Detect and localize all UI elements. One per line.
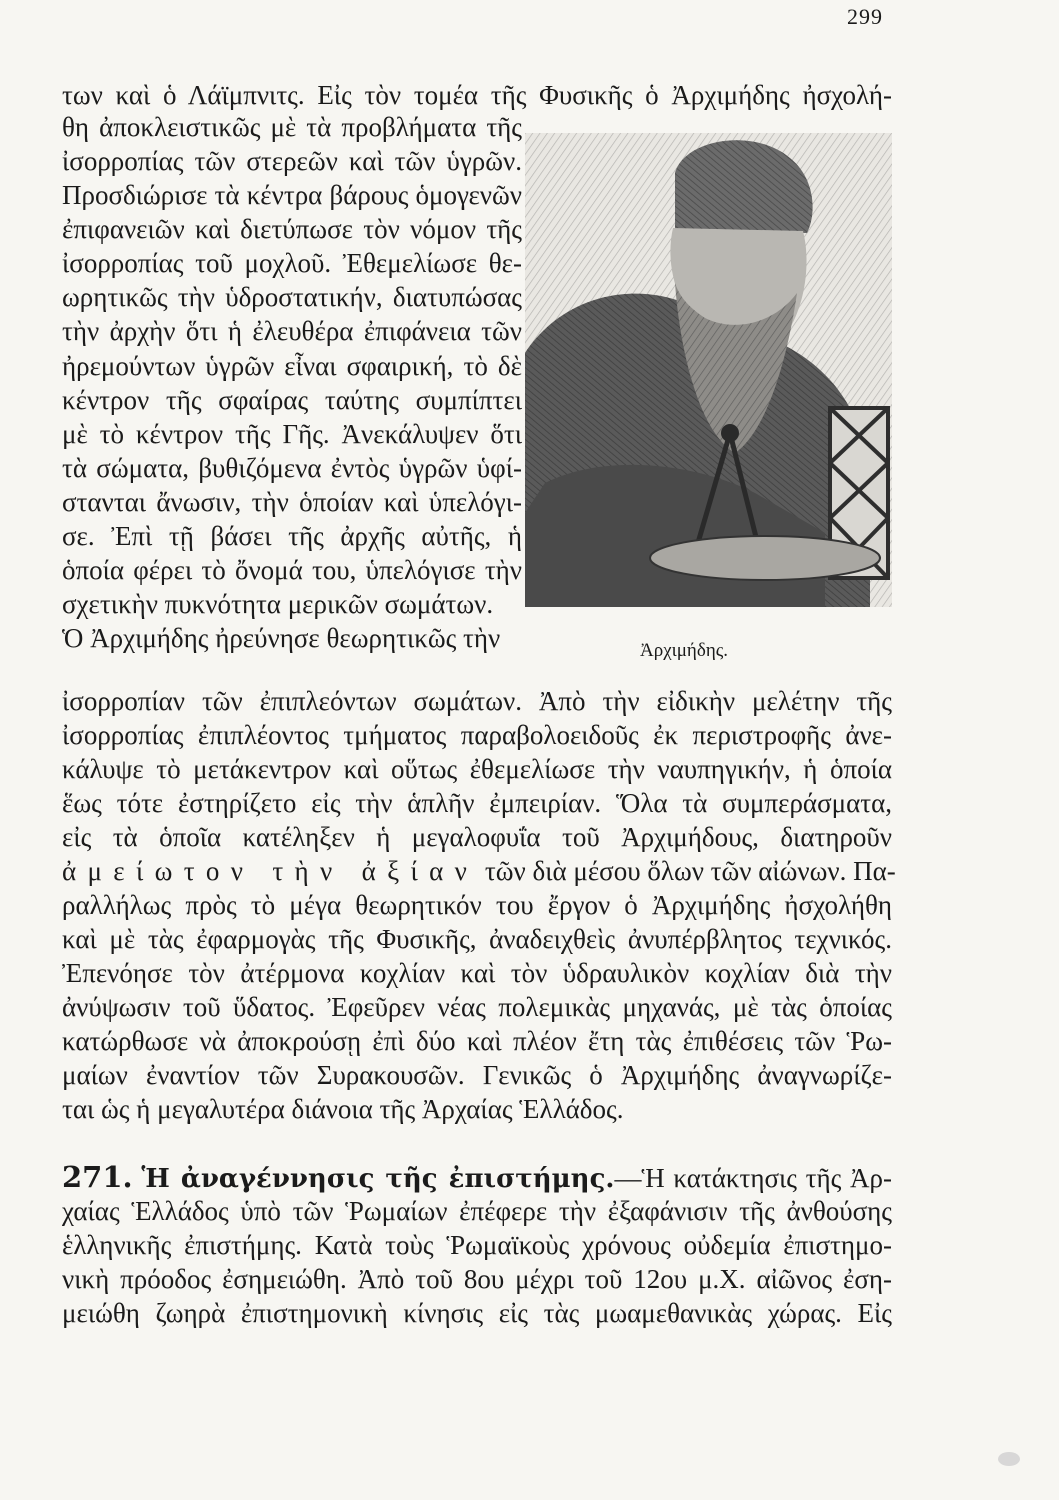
text-line: ται ὡς ἡ μεγαλυτέρα διάνοια τῆς Ἀρχαίας Ἑλλάδος. xyxy=(62,1094,624,1124)
text-line: Ὁ Ἀρχιμήδης ἠρεύνησε θεωρητικῶς τὴν xyxy=(62,623,501,653)
portrait-engraving xyxy=(525,133,892,607)
text-line: κάλυψε τὸ μετάκεντρον καὶ οὕτως ἐθεμελίωσε τὴν ναυπηγικήν, ἡ ὁποία xyxy=(62,754,892,784)
text-line: εἰς τὰ ὁποῖα κατέληξεν ἡ μεγαλοφυΐα τοῦ Ἀρχιμήδους, διατηροῦν xyxy=(62,822,892,852)
text-line: ραλλήλως πρὸς τὸ μέγα θεωρητικόν του ἔργον ὁ Ἀρχιμήδης ἠσχολήθη xyxy=(62,890,892,920)
text-line: σχετικὴν πυκνότητα μερικῶν σωμάτων. xyxy=(62,589,494,619)
text-fragment: τῶν διὰ μέσου ὅλων τῶν αἰώνων. Πα- xyxy=(484,856,896,886)
text-line: Προσδιώρισε τὰ κέντρα βάρους ὁμογενῶν xyxy=(62,180,522,210)
archimedes-portrait xyxy=(525,133,892,607)
text-line: σε. Ἐπὶ τῇ βάσει τῆς ἀρχῆς αὐτῆς, ἡ xyxy=(62,521,522,551)
scan-smudge xyxy=(998,1452,1020,1466)
text-line: καὶ μὲ τὰς ἐφαρμογὰς τῆς Φυσικῆς, ἀναδειχθεὶς ἀνυπέρβλητος τεχνικός. xyxy=(62,924,892,954)
page-number: 299 xyxy=(847,4,883,29)
text-line: κατώρθωσε νὰ ἀποκρούσῃ ἐπὶ δύο καὶ πλέον ἔτη τὰς ἐπιθέσεις τῶν Ῥω- xyxy=(62,1026,892,1056)
text-line: ἕως τότε ἐστηρίζετο εἰς τὴν ἁπλῆν ἐμπειρίαν. Ὅλα τὰ συμπεράσματα, xyxy=(62,788,892,818)
text-line: θη ἀποκλειστικῶς μὲ τὰ προβλήματα τῆς xyxy=(62,112,522,142)
text-line: των καὶ ὁ Λάϊμπνιτς. Εἰς τὸν τομέα τῆς Φυσικῆς ὁ Ἀρχιμήδης ἠσχολή- xyxy=(62,80,892,110)
text-line: ἑλληνικῆς ἐπιστήμης. Κατὰ τοὺς Ῥωμαϊκοὺς χρόνους οὐδεμία ἐπιστημο- xyxy=(62,1230,892,1260)
text-line: μὲ τὸ κέντρον τῆς Γῆς. Ἀνεκάλυψεν ὅτι xyxy=(62,419,522,449)
text-line: νικὴ πρόοδος ἐσημειώθη. Ἀπὸ τοῦ 8ου μέχρι τοῦ 12ου μ.Χ. αἰῶνος ἐση- xyxy=(62,1264,892,1294)
text-line: τὴν ἀρχὴν ὅτι ἡ ἐλευθέρα ἐπιφάνεια τῶν xyxy=(62,316,522,346)
text-line: ἰσορροπίας τῶν στερεῶν καὶ τῶν ὑγρῶν. xyxy=(62,146,522,176)
text-line: μειώθη ζωηρὰ ἐπιστημονικὴ κίνησις εἰς τὰς μωαμεθανικὰς χώρας. Εἰς xyxy=(62,1298,892,1328)
text-line: τὰ σώματα, βυθιζόμενα ἐντὸς ὑγρῶν ὑφί- xyxy=(62,453,522,483)
text-fragment: —Ἡ κατάκτησις τῆς Ἀρ- xyxy=(614,1163,892,1193)
text-line: ἀνύψωσιν τοῦ ὕδατος. Ἐφεῦρεν νέας πολεμικὰς μηχανάς, μὲ τὰς ὁποίας xyxy=(62,992,892,1022)
text-line: κέντρον τῆς σφαίρας ταύτης συμπίπτει xyxy=(62,385,522,415)
section-heading-line xyxy=(62,1160,892,1196)
text-line: ἰσορροπίας τοῦ μοχλοῦ. Ἐθεμελίωσε θε- xyxy=(62,248,522,278)
text-line: ἠρεμούντων ὑγρῶν εἶναι σφαιρική, τὸ δὲ xyxy=(62,351,522,381)
text-line-spaced xyxy=(62,854,896,888)
text-line: ωρητικῶς τὴν ὑδροστατικήν, διατυπώσας xyxy=(62,282,522,312)
text-line: ἰσορροπίαν τῶν ἐπιπλεόντων σωμάτων. Ἀπὸ τὴν εἰδικὴν μελέτην τῆς xyxy=(62,686,892,716)
text-line: Ἐπενόησε τὸν ἀτέρμονα κοχλίαν καὶ τὸν ὑδραυλικὸν κοχλίαν διὰ τὴν xyxy=(62,958,892,988)
text-line: μαίων ἐναντίον τῶν Συρακουσῶν. Γενικῶς ὁ Ἀρχιμήδης ἀναγνωρίζε- xyxy=(62,1060,892,1090)
text-line: στανται ἄνωσιν, τὴν ὁποίαν καὶ ὑπελόγι- xyxy=(62,487,522,517)
figure-caption: Ἀρχιμήδης. xyxy=(640,640,729,661)
section-number: 271. xyxy=(62,1160,133,1194)
text-line: ὁποία φέρει τὸ ὄνομά του, ὑπελόγισε τὴν xyxy=(62,555,522,585)
text-line: ἰσορροπίας ἐπιπλέοντος τμήματος παραβολοειδοῦς ἐκ περιστροφῆς ἀνε- xyxy=(62,720,892,750)
emphasis-spaced: ἀμείωτον τὴν ἀξίαν xyxy=(62,856,479,886)
text-line: χαίας Ἑλλάδος ὑπὸ τῶν Ῥωμαίων ἐπέφερε τὴν ἐξαφάνισιν τῆς ἀνθούσης xyxy=(62,1196,892,1226)
text-line: ἐπιφανειῶν καὶ διετύπωσε τὸν νόμον τῆς xyxy=(62,214,522,244)
section-title: Ἡ ἀναγέννησις τῆς ἐπιστήμης. xyxy=(141,1164,615,1194)
